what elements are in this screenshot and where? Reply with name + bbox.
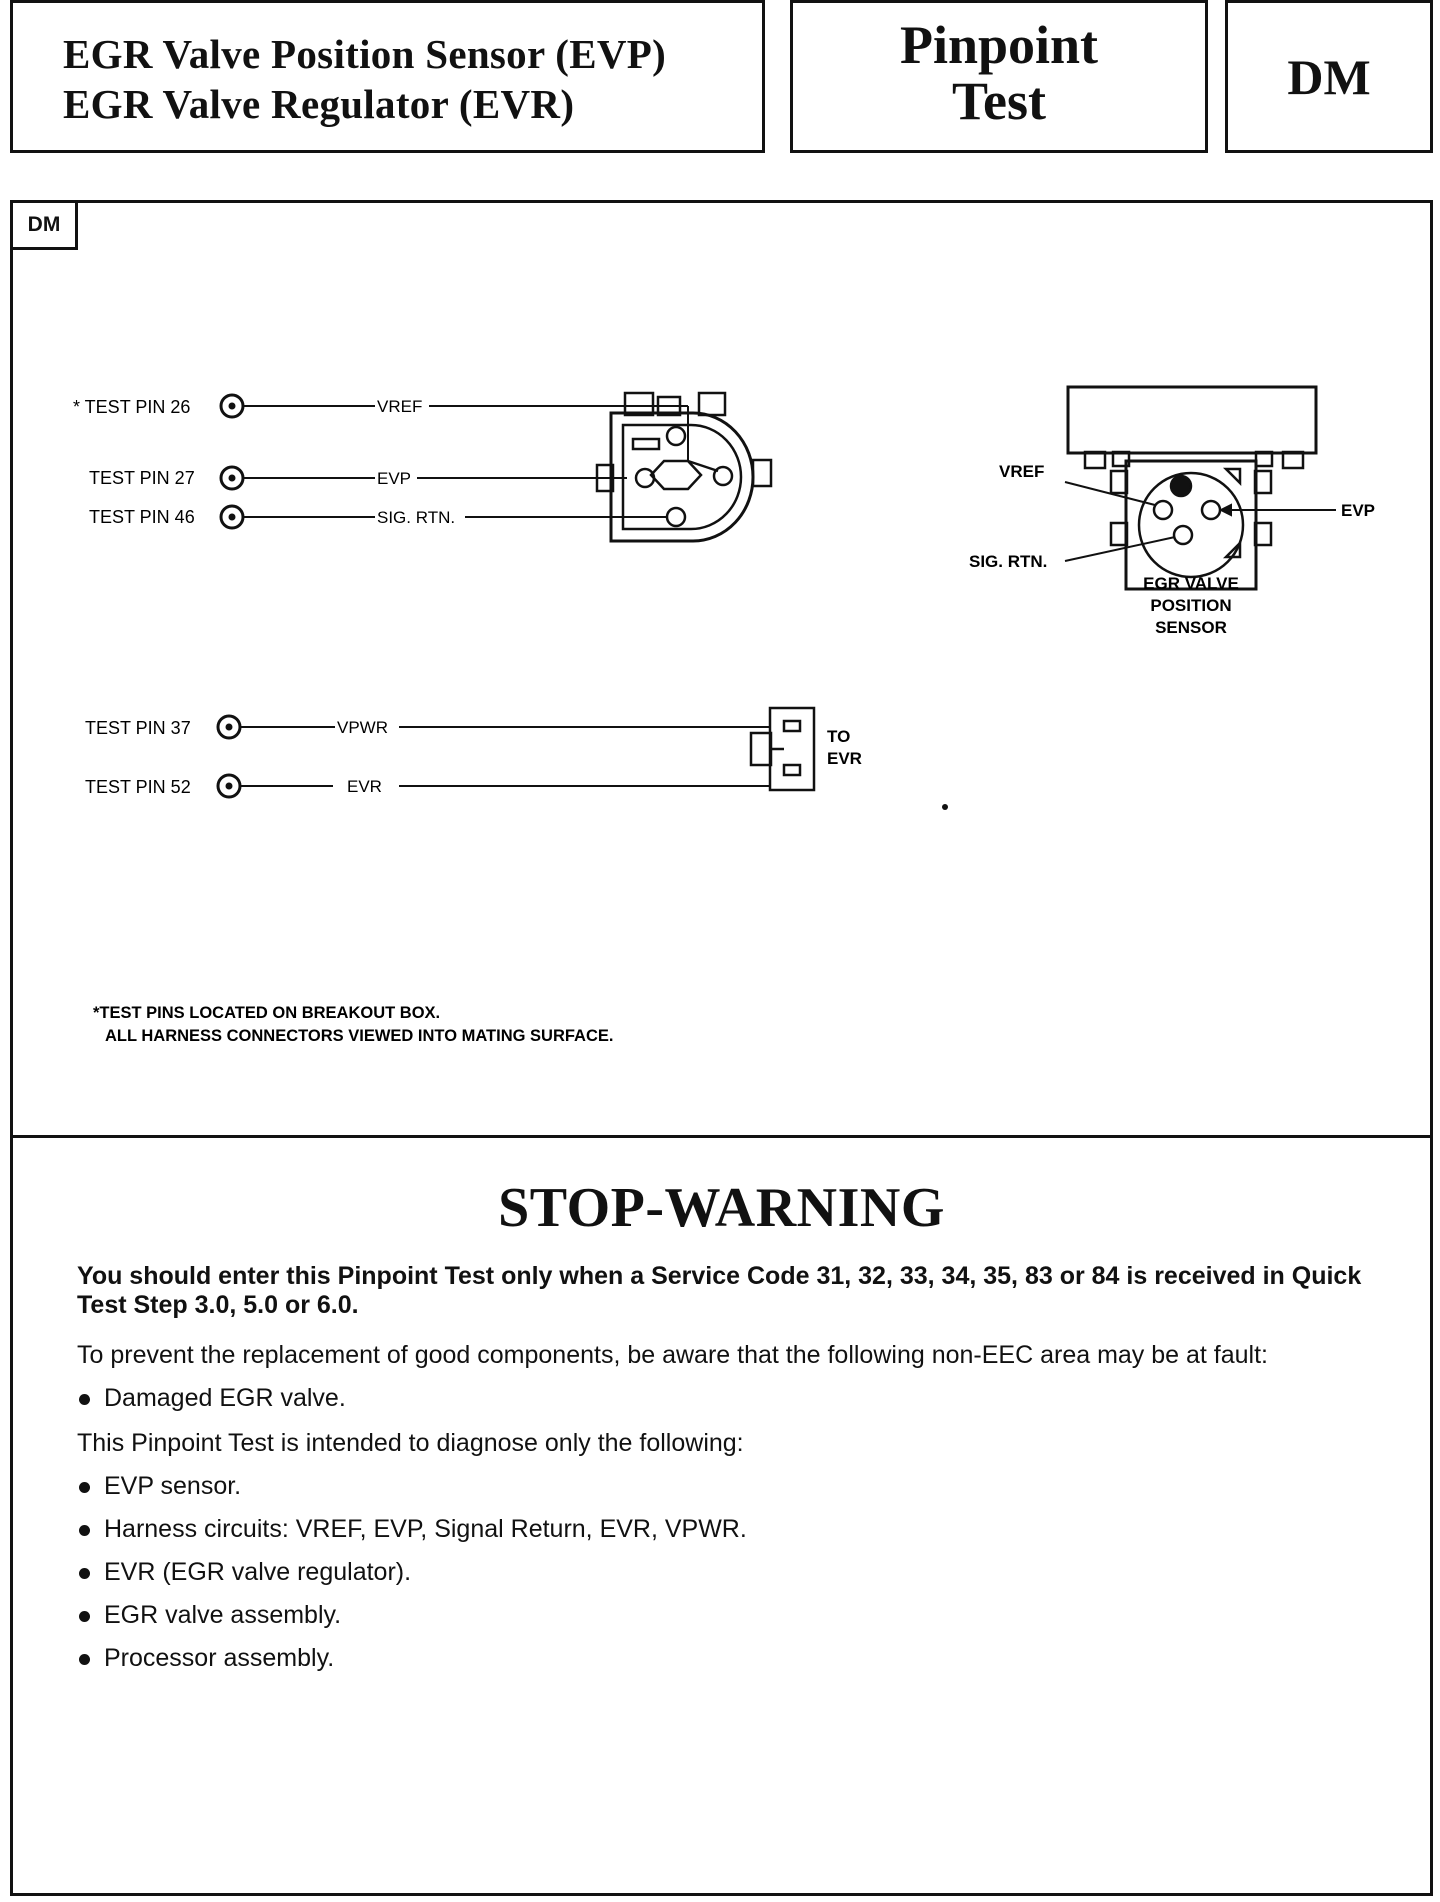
header-test-type-line-1: Pinpoint (899, 15, 1099, 75)
diagnose-list (77, 1472, 1387, 1673)
list-item: EVR (EGR valve regulator). (77, 1558, 1387, 1587)
header-title-line-1: EGR Valve Position Sensor (EVP) (63, 31, 667, 77)
list-item: Damaged EGR valve. (77, 1384, 1387, 1413)
header-title-box (10, 0, 765, 153)
pin-37-row (85, 716, 771, 738)
sensor-sig-rtn-label: SIG. RTN. (969, 552, 1048, 571)
wire-label: VREF (377, 397, 423, 416)
pin-label: TEST PIN 52 (85, 777, 191, 797)
section-tag: DM (13, 203, 78, 250)
warning-diagnose-text: This Pinpoint Test is intended to diagnose only the following: (77, 1429, 744, 1457)
pin-label: * TEST PIN 26 (73, 397, 191, 417)
header-code: DM (1287, 48, 1371, 105)
non-eec-list (77, 1384, 1387, 1413)
footnote-line-1: *TEST PINS LOCATED ON BREAKOUT BOX. (93, 1004, 441, 1022)
sensor-name-line-3: SENSOR (1155, 618, 1227, 637)
wire-label: SIG. RTN. (377, 508, 456, 527)
egr-valve-position-sensor-icon (1068, 387, 1316, 589)
wiring-diagram-panel (13, 203, 1430, 1138)
warning-title: STOP-WARNING (498, 1177, 945, 1239)
list-item: EGR valve assembly. (77, 1601, 1387, 1630)
wire-label: VPWR (337, 718, 388, 737)
pin-label: TEST PIN 27 (89, 468, 195, 488)
pin-26-row (73, 395, 688, 461)
wire-label: EVP (377, 469, 412, 488)
header-test-type-line-2: Test (951, 71, 1047, 131)
evr-connector-label-line-1: TO (827, 727, 851, 746)
pin-label: TEST PIN 37 (85, 718, 191, 738)
sensor-evp-label: EVP (1341, 501, 1376, 520)
list-item: Processor assembly. (77, 1644, 1387, 1673)
header-test-type-box (790, 0, 1208, 153)
pin-46-row (89, 506, 668, 528)
main-frame (10, 200, 1433, 1896)
list-item: Harness circuits: VREF, EVP, Signal Return, EVR, VPWR. (77, 1515, 1387, 1544)
sensor-vref-label: VREF (999, 462, 1045, 481)
evp-harness-connector-icon (597, 393, 771, 541)
sensor-name-line-2: POSITION (1150, 596, 1232, 615)
wire-label: EVR (347, 777, 382, 796)
stray-mark (942, 804, 948, 810)
sensor-leader-lines (1065, 482, 1336, 561)
stop-warning-panel (13, 1138, 1430, 1893)
pin-52-row (85, 775, 771, 797)
footnote-line-2: ALL HARNESS CONNECTORS VIEWED INTO MATING SURFACE. (105, 1027, 614, 1045)
pin-label: TEST PIN 46 (89, 507, 195, 527)
evr-connector-icon (751, 708, 814, 790)
wiring-diagram (13, 203, 1430, 1135)
warning-body (77, 1262, 1387, 1687)
sensor-name-line-1: EGR VALVE (1143, 574, 1239, 593)
list-item: EVP sensor. (77, 1472, 1387, 1501)
header-title-line-2: EGR Valve Regulator (EVR) (63, 81, 575, 127)
header-code-box (1225, 0, 1433, 153)
pin-27-row (89, 467, 627, 489)
evr-connector-label-line-2: EVR (827, 749, 862, 768)
warning-prevent-text: To prevent the replacement of good components, be aware that the following non-EEC area may be at fault: (77, 1341, 1268, 1369)
warning-intro: You should enter this Pinpoint Test only when a Service Code 31, 32, 33, 34, 35, 83 or 84 is received in Quick Test Step 3.0, 5.0 or 6.0. (77, 1262, 1362, 1319)
